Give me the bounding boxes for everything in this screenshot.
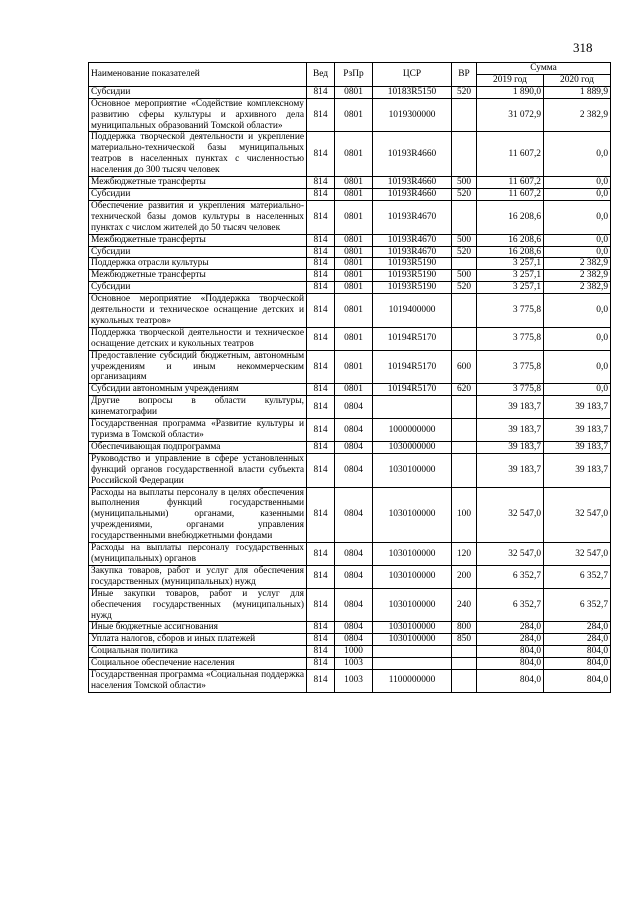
cell-name: Социальная политика — [89, 646, 307, 658]
cell-vr — [452, 453, 477, 487]
cell-y2019: 3 775,8 — [477, 327, 544, 350]
table-row — [89, 294, 611, 328]
table-row — [89, 350, 611, 384]
budget-table — [88, 62, 611, 693]
cell-rzpr: 0804 — [335, 441, 373, 453]
cell-ved: 814 — [307, 396, 335, 419]
table-row — [89, 188, 611, 200]
cell-y2020: 804,0 — [544, 646, 611, 658]
cell-y2020: 1 889,9 — [544, 86, 611, 98]
cell-ved: 814 — [307, 86, 335, 98]
cell-rzpr: 0804 — [335, 634, 373, 646]
table-row — [89, 487, 611, 543]
cell-vr: 100 — [452, 487, 477, 543]
table-row — [89, 622, 611, 634]
cell-vr: 850 — [452, 634, 477, 646]
cell-rzpr: 0801 — [335, 98, 373, 132]
cell-ved: 814 — [307, 132, 335, 177]
cell-rzpr: 1003 — [335, 670, 373, 693]
cell-y2019: 16 208,6 — [477, 246, 544, 258]
cell-vr: 520 — [452, 188, 477, 200]
cell-rzpr: 0804 — [335, 622, 373, 634]
cell-y2020: 0,0 — [544, 384, 611, 396]
table-row — [89, 234, 611, 246]
cell-vr — [452, 200, 477, 234]
cell-name: Основное мероприятие «Поддержка творческой деятельности и техническое оснащение детских и кукольных театров» — [89, 294, 307, 328]
table-row — [89, 441, 611, 453]
cell-y2019: 804,0 — [477, 646, 544, 658]
cell-csr: 1000000000 — [373, 419, 452, 442]
cell-name: Межбюджетные трансферты — [89, 234, 307, 246]
cell-y2019: 11 607,2 — [477, 177, 544, 189]
cell-csr: 1030100000 — [373, 634, 452, 646]
header-2019: 2019 год — [477, 74, 544, 86]
cell-csr: 10194R5170 — [373, 350, 452, 384]
cell-name: Руководство и управление в сфере установленных функций органов государственной власти субъекта Российской Федерации — [89, 453, 307, 487]
cell-y2019: 3 775,8 — [477, 294, 544, 328]
cell-y2020: 32 547,0 — [544, 487, 611, 543]
cell-y2020: 2 382,9 — [544, 258, 611, 270]
cell-y2019: 3 257,1 — [477, 282, 544, 294]
cell-y2019: 6 352,7 — [477, 588, 544, 622]
cell-y2019: 284,0 — [477, 622, 544, 634]
cell-vr — [452, 670, 477, 693]
header-name: Наименование показателей — [89, 63, 307, 87]
cell-ved: 814 — [307, 419, 335, 442]
cell-rzpr: 0801 — [335, 234, 373, 246]
cell-name: Обеспечение развития и укрепления материально-технической базы домов культуры в населенных пунктах с числом жителей до 50 тысяч человек — [89, 200, 307, 234]
cell-vr: 620 — [452, 384, 477, 396]
table-row — [89, 200, 611, 234]
cell-name: Расходы на выплаты персоналу государственных (муниципальных) органов — [89, 543, 307, 566]
cell-y2019: 3 257,1 — [477, 258, 544, 270]
cell-ved: 814 — [307, 246, 335, 258]
cell-y2020: 0,0 — [544, 294, 611, 328]
cell-csr: 1030100000 — [373, 622, 452, 634]
cell-ved: 814 — [307, 294, 335, 328]
cell-y2020: 6 352,7 — [544, 588, 611, 622]
cell-ved: 814 — [307, 270, 335, 282]
cell-y2019: 11 607,2 — [477, 188, 544, 200]
cell-ved: 814 — [307, 188, 335, 200]
cell-name: Иные бюджетные ассигнования — [89, 622, 307, 634]
cell-csr: 10193R4660 — [373, 188, 452, 200]
cell-ved: 814 — [307, 258, 335, 270]
cell-rzpr: 0801 — [335, 294, 373, 328]
cell-name: Уплата налогов, сборов и иных платежей — [89, 634, 307, 646]
cell-y2019: 804,0 — [477, 658, 544, 670]
cell-rzpr: 0804 — [335, 396, 373, 419]
cell-name: Субсидии — [89, 282, 307, 294]
cell-rzpr: 0801 — [335, 177, 373, 189]
cell-rzpr: 0801 — [335, 86, 373, 98]
cell-rzpr: 0801 — [335, 270, 373, 282]
table-row — [89, 270, 611, 282]
cell-vr: 240 — [452, 588, 477, 622]
cell-csr — [373, 396, 452, 419]
cell-vr: 520 — [452, 282, 477, 294]
cell-y2020: 0,0 — [544, 327, 611, 350]
table-row — [89, 327, 611, 350]
table-row — [89, 384, 611, 396]
cell-y2019: 804,0 — [477, 670, 544, 693]
cell-vr — [452, 396, 477, 419]
cell-y2019: 39 183,7 — [477, 419, 544, 442]
cell-name: Государственная программа «Развитие культуры и туризма в Томской области» — [89, 419, 307, 442]
cell-ved: 814 — [307, 177, 335, 189]
cell-csr: 10194R5170 — [373, 327, 452, 350]
cell-name: Субсидии — [89, 188, 307, 200]
cell-vr — [452, 132, 477, 177]
cell-csr: 1030100000 — [373, 487, 452, 543]
cell-rzpr: 0804 — [335, 453, 373, 487]
cell-ved: 814 — [307, 234, 335, 246]
cell-name: Поддержка творческой деятельности и техническое оснащение детских и кукольных театров — [89, 327, 307, 350]
cell-name: Основное мероприятие «Содействие комплексному развитию сферы культуры и архивного дела муниципальных образований Томской области» — [89, 98, 307, 132]
cell-y2020: 39 183,7 — [544, 396, 611, 419]
header-csr: ЦСР — [373, 63, 452, 87]
cell-y2020: 0,0 — [544, 132, 611, 177]
header-rzpr: РзПр — [335, 63, 373, 87]
cell-rzpr: 0801 — [335, 258, 373, 270]
header-sum: Сумма — [477, 63, 611, 75]
cell-csr: 10193R4670 — [373, 246, 452, 258]
cell-vr — [452, 646, 477, 658]
cell-y2020: 2 382,9 — [544, 270, 611, 282]
cell-csr: 10193R4670 — [373, 200, 452, 234]
cell-rzpr: 1003 — [335, 658, 373, 670]
cell-name: Субсидии — [89, 86, 307, 98]
cell-y2019: 3 257,1 — [477, 270, 544, 282]
cell-csr: 1030000000 — [373, 441, 452, 453]
cell-name: Межбюджетные трансферты — [89, 270, 307, 282]
cell-ved: 814 — [307, 282, 335, 294]
cell-vr — [452, 441, 477, 453]
cell-name: Социальное обеспечение населения — [89, 658, 307, 670]
cell-y2020: 32 547,0 — [544, 543, 611, 566]
table-row — [89, 177, 611, 189]
cell-ved: 814 — [307, 453, 335, 487]
cell-vr: 500 — [452, 177, 477, 189]
cell-name: Государственная программа «Социальная поддержка населения Томской области» — [89, 670, 307, 693]
cell-csr: 1030100000 — [373, 453, 452, 487]
table-row — [89, 646, 611, 658]
header-2020: 2020 год — [544, 74, 611, 86]
cell-y2019: 16 208,6 — [477, 234, 544, 246]
table-row — [89, 588, 611, 622]
cell-ved: 814 — [307, 384, 335, 396]
cell-ved: 814 — [307, 658, 335, 670]
cell-csr: 10193R4660 — [373, 177, 452, 189]
cell-name: Расходы на выплаты персоналу в целях обеспечения выполнения функций государственными (муниципальными) органами, казенными учреждениями, органами управления государственными внебюджетными фондами — [89, 487, 307, 543]
table-row — [89, 98, 611, 132]
cell-y2019: 39 183,7 — [477, 396, 544, 419]
table-row — [89, 565, 611, 588]
cell-y2020: 39 183,7 — [544, 419, 611, 442]
cell-y2020: 284,0 — [544, 634, 611, 646]
table-row — [89, 634, 611, 646]
cell-y2019: 3 775,8 — [477, 384, 544, 396]
cell-vr: 200 — [452, 565, 477, 588]
table-row — [89, 419, 611, 442]
cell-name: Закупка товаров, работ и услуг для обеспечения государственных (муниципальных) нужд — [89, 565, 307, 588]
cell-rzpr: 0801 — [335, 384, 373, 396]
cell-csr: 10193R4670 — [373, 234, 452, 246]
cell-rzpr: 0801 — [335, 350, 373, 384]
cell-ved: 814 — [307, 543, 335, 566]
cell-csr: 1019400000 — [373, 294, 452, 328]
cell-name: Поддержка творческой деятельности и укрепление материально-технической базы муниципальных театров в населенных пунктах с численностью населения до 300 тысяч человек — [89, 132, 307, 177]
cell-y2019: 31 072,9 — [477, 98, 544, 132]
cell-csr: 1030100000 — [373, 565, 452, 588]
cell-ved: 814 — [307, 646, 335, 658]
cell-y2019: 6 352,7 — [477, 565, 544, 588]
cell-ved: 814 — [307, 588, 335, 622]
cell-vr: 600 — [452, 350, 477, 384]
cell-vr: 500 — [452, 234, 477, 246]
cell-vr: 520 — [452, 86, 477, 98]
cell-rzpr: 1000 — [335, 646, 373, 658]
cell-rzpr: 0801 — [335, 200, 373, 234]
cell-ved: 814 — [307, 200, 335, 234]
table-row — [89, 282, 611, 294]
cell-csr: 10193R5190 — [373, 270, 452, 282]
cell-csr: 10193R5190 — [373, 282, 452, 294]
cell-ved: 814 — [307, 441, 335, 453]
cell-y2020: 0,0 — [544, 234, 611, 246]
table-row — [89, 396, 611, 419]
cell-rzpr: 0801 — [335, 282, 373, 294]
cell-name: Другие вопросы в области культуры, кинематографии — [89, 396, 307, 419]
cell-rzpr: 0804 — [335, 419, 373, 442]
cell-vr — [452, 327, 477, 350]
cell-ved: 814 — [307, 670, 335, 693]
cell-y2020: 804,0 — [544, 658, 611, 670]
cell-y2020: 2 382,9 — [544, 282, 611, 294]
cell-y2020: 39 183,7 — [544, 441, 611, 453]
cell-csr — [373, 646, 452, 658]
table-row — [89, 543, 611, 566]
table-row — [89, 132, 611, 177]
cell-name: Межбюджетные трансферты — [89, 177, 307, 189]
cell-ved: 814 — [307, 98, 335, 132]
cell-y2020: 284,0 — [544, 622, 611, 634]
cell-rzpr: 0804 — [335, 543, 373, 566]
cell-name: Иные закупки товаров, работ и услуг для обеспечения государственных (муниципальных) нужд — [89, 588, 307, 622]
cell-rzpr: 0801 — [335, 246, 373, 258]
cell-rzpr: 0801 — [335, 188, 373, 200]
cell-ved: 814 — [307, 622, 335, 634]
cell-vr: 120 — [452, 543, 477, 566]
cell-ved: 814 — [307, 350, 335, 384]
cell-name: Поддержка отрасли культуры — [89, 258, 307, 270]
cell-ved: 814 — [307, 327, 335, 350]
cell-rzpr: 0801 — [335, 132, 373, 177]
cell-csr — [373, 658, 452, 670]
table-row — [89, 453, 611, 487]
cell-y2020: 0,0 — [544, 177, 611, 189]
cell-y2020: 0,0 — [544, 350, 611, 384]
cell-csr: 1019300000 — [373, 98, 452, 132]
cell-name: Обеспечивающая подпрограмма — [89, 441, 307, 453]
table-row — [89, 246, 611, 258]
cell-csr: 10194R5170 — [373, 384, 452, 396]
table-row — [89, 86, 611, 98]
cell-csr: 10193R5190 — [373, 258, 452, 270]
cell-y2019: 39 183,7 — [477, 441, 544, 453]
cell-csr: 1100000000 — [373, 670, 452, 693]
table-row — [89, 258, 611, 270]
cell-rzpr: 0804 — [335, 487, 373, 543]
cell-y2020: 0,0 — [544, 188, 611, 200]
cell-ved: 814 — [307, 565, 335, 588]
cell-vr — [452, 658, 477, 670]
cell-y2019: 1 890,0 — [477, 86, 544, 98]
cell-csr: 10193R4660 — [373, 132, 452, 177]
cell-y2019: 3 775,8 — [477, 350, 544, 384]
cell-y2019: 32 547,0 — [477, 543, 544, 566]
cell-name: Субсидии автономным учреждениям — [89, 384, 307, 396]
cell-y2020: 0,0 — [544, 246, 611, 258]
table-row — [89, 658, 611, 670]
cell-vr — [452, 419, 477, 442]
cell-ved: 814 — [307, 634, 335, 646]
cell-name: Субсидии — [89, 246, 307, 258]
cell-y2020: 804,0 — [544, 670, 611, 693]
cell-y2019: 32 547,0 — [477, 487, 544, 543]
page-number: 318 — [573, 40, 593, 55]
cell-csr: 1030100000 — [373, 588, 452, 622]
cell-vr — [452, 258, 477, 270]
cell-vr: 500 — [452, 270, 477, 282]
cell-y2019: 39 183,7 — [477, 453, 544, 487]
cell-vr: 800 — [452, 622, 477, 634]
cell-csr: 10183R5150 — [373, 86, 452, 98]
cell-ved: 814 — [307, 487, 335, 543]
cell-y2019: 284,0 — [477, 634, 544, 646]
cell-rzpr: 0801 — [335, 327, 373, 350]
cell-y2020: 2 382,9 — [544, 98, 611, 132]
cell-rzpr: 0804 — [335, 588, 373, 622]
cell-rzpr: 0804 — [335, 565, 373, 588]
cell-name: Предоставление субсидий бюджетным, автономным учреждениям и иным некоммерческим организациям — [89, 350, 307, 384]
cell-vr — [452, 294, 477, 328]
cell-y2020: 6 352,7 — [544, 565, 611, 588]
header-ved: Вед — [307, 63, 335, 87]
header-vr: ВР — [452, 63, 477, 87]
cell-csr: 1030100000 — [373, 543, 452, 566]
cell-y2020: 39 183,7 — [544, 453, 611, 487]
table-row — [89, 670, 611, 693]
cell-y2019: 16 208,6 — [477, 200, 544, 234]
cell-vr — [452, 98, 477, 132]
cell-y2020: 0,0 — [544, 200, 611, 234]
cell-y2019: 11 607,2 — [477, 132, 544, 177]
cell-vr: 520 — [452, 246, 477, 258]
